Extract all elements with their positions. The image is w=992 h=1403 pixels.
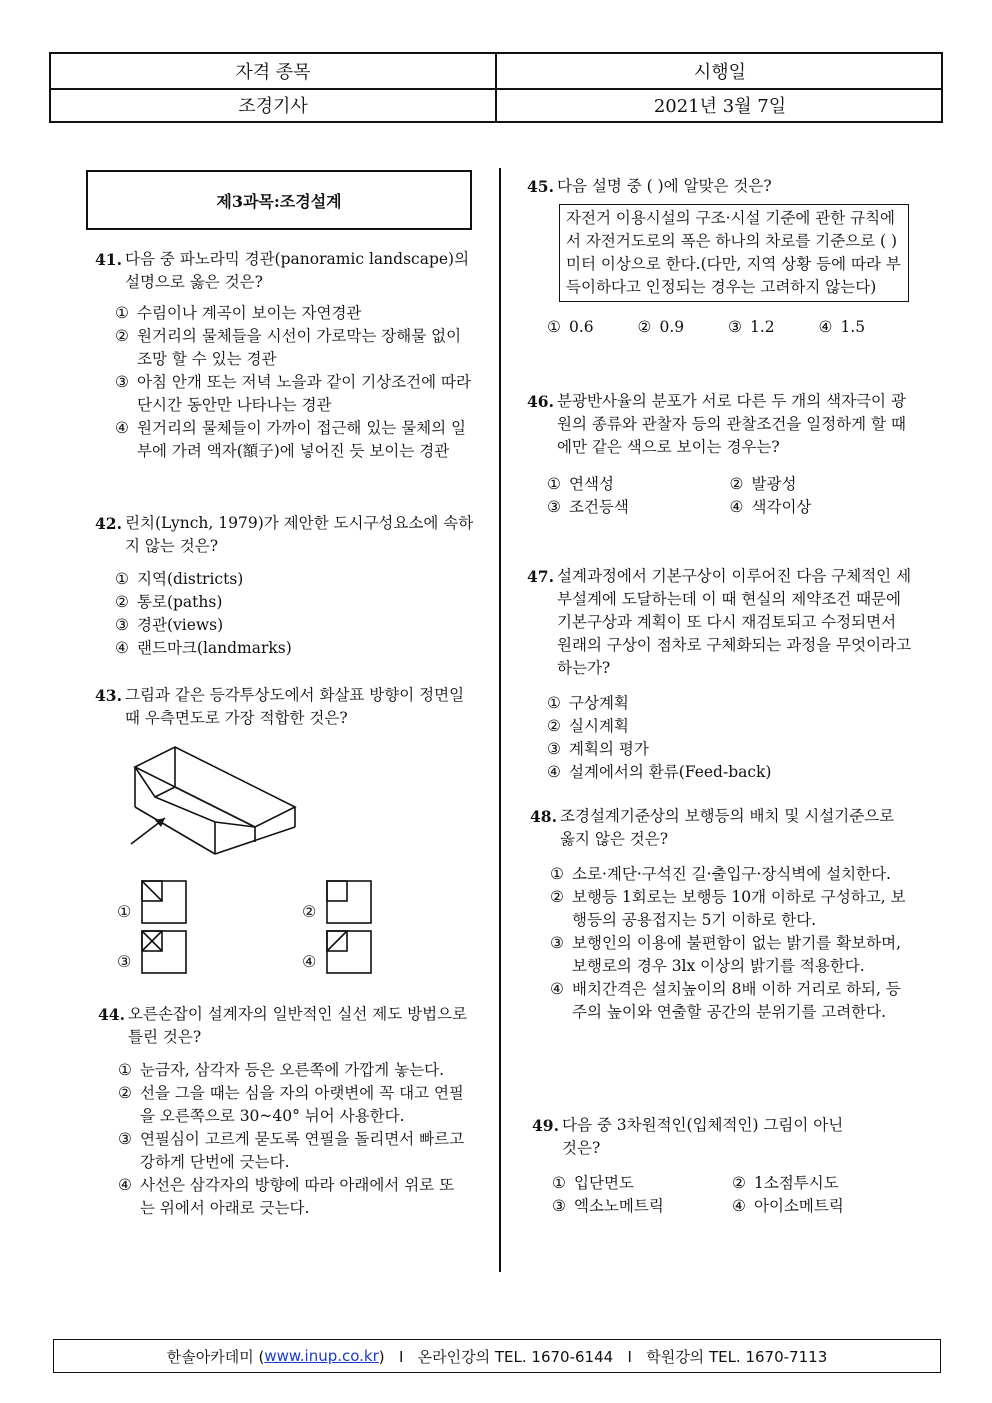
question-stem: 다음 설명 중 ( )에 알맞은 것은? [557,177,772,195]
option-1: ① 입단면도 [552,1174,634,1192]
question-stem: 다음 중 파노라믹 경관(panoramic landscape)의 설명으로 옳은 것은? [125,250,470,291]
option-3: ③ 아침 안개 또는 저녁 노을과 같이 기상조건에 따라 단시간 동안만 나타나는 경관 [115,373,471,414]
question-number: 47. [527,567,554,586]
option-4: ④ 아이소메트릭 [732,1197,844,1215]
question-stem: 오른손잡이 설계자의 일반적인 실선 제도 방법으로 틀린 것은? [128,1005,468,1046]
column-divider [499,168,501,1272]
option-1: ① 구상계획 [547,694,629,712]
option-4: ④ 설계에서의 환류(Feed-back) [547,763,772,781]
option-2: ② 실시계획 [547,717,629,735]
exam-date-label: 시행일 [693,62,747,83]
option-3: ③ 계획의 평가 [547,740,649,758]
header-row [51,54,941,90]
option-1: ① 눈금자, 삼각자 등은 오른쪽에 가깝게 놓는다. [118,1061,445,1079]
footer-academy: 한솔아카데미 ( [166,1347,265,1366]
value-row [51,88,941,122]
option-4: ④ 원거리의 물체들이 가까이 접근해 있는 물체의 일부에 가려 액자(額子)에 넣어진 듯 보이는 경관 [115,419,467,460]
question-note-box: 자전거 이용시설의 구조·시설 기준에 관한 규칙에서 자전거도로의 폭은 하나의 차로를 기준으로 ( )미터 이상으로 한다.(다만, 지역 상황 등에 따라 부득이하다고 인정되는 경우는 고려하지 않는다) [559,204,909,302]
option-1: ① 0.6 [547,318,594,336]
question-number: 42. [95,514,122,533]
question-43 [95,684,480,730]
option-4: ④ 사선은 삼각자의 방향에 따라 아래에서 위로 또는 위에서 아래로 긋는다. [118,1176,455,1217]
option-4: ④ 색각이상 [729,498,812,516]
footer-contact: ) I 온라인강의 TEL. 1670-6144 I 학원강의 TEL. 1670-7113 [378,1347,828,1366]
footer-bar [53,1339,941,1373]
option-2: ② 0.9 [637,318,685,336]
question-49 [532,1114,912,1218]
option-3: ③ 엑소노메트릭 [552,1197,664,1215]
figure-label-2: ② [302,902,317,921]
question-42 [95,512,480,660]
option-2: ② 통로(paths) [115,593,223,611]
option-1: ① 연색성 [547,475,614,493]
answer-figure-2 [326,880,372,924]
option-2: ② 원거리의 물체들을 시선이 가로막는 장해물 없이 조망 할 수 있는 경관 [115,327,462,368]
question-number: 48. [530,807,557,826]
question-stem: 그림과 같은 등각투상도에서 화살표 방향이 정면일 때 우측면도로 가장 적합한 것은? [125,686,465,727]
option-1: ① 수림이나 계곡이 보이는 자연경관 [115,304,362,322]
option-4: ④ 랜드마크(landmarks) [115,639,292,657]
option-4: ④ 배치간격은 설치높이의 8배 이하 거리로 하되, 등주의 높이와 연출할 공간의 분위기를 고려한다. [550,980,901,1021]
option-3: ③ 연필심이 고르게 묻도록 연필을 돌리면서 빠르고 강하게 단번에 긋는다. [118,1130,465,1171]
option-4: ④ 1.5 [818,318,866,336]
option-1: ① 지역(districts) [115,570,244,588]
figure-label-1: ① [117,902,132,921]
answer-figure-4 [326,930,372,974]
subject-title: 제3과목:조경설계 [86,170,472,230]
question-number: 41. [95,250,122,269]
question-stem: 분광반사율의 분포가 서로 다른 두 개의 색자극이 광원의 종류와 관찰자 등의 관찰조건을 일정하게 할 때에만 같은 색으로 보이는 경우는? [557,392,906,456]
answer-figure-1 [141,880,187,924]
qualification-label: 자격 종목 [51,54,497,88]
exam-date-value: 2021년 3월 7일 [653,96,787,117]
question-48 [530,805,912,1024]
website-link[interactable]: www.inup.co.kr [264,1347,379,1365]
question-stem: 린치(Lynch, 1979)가 제안한 도시구성요소에 속하지 않는 것은? [125,514,474,555]
exam-info-table [49,52,943,123]
option-3: ③ 1.2 [728,318,775,336]
question-stem: 다음 중 3차원적인(입체적인) 그림이 아닌 것은? [562,1116,844,1157]
option-2: ② 선을 그을 때는 심을 자의 아랫변에 꼭 대고 연필을 오른쪽으로 30~40° 뉘어 사용한다. [118,1084,464,1125]
option-3: ③ 보행인의 이용에 불편함이 없는 밝기를 확보하며, 보행로의 경우 3lx 이상의 밝기를 적용한다. [550,934,902,975]
option-2: ② 보행등 1회로는 보행등 10개 이하로 구성하고, 보행등의 공용접지는 5기 이하로 한다. [550,888,906,929]
figure-label-3: ③ [117,952,132,971]
figure-label-4: ④ [302,952,317,971]
question-44 [98,1003,468,1220]
answer-figure-3 [141,930,187,974]
question-number: 43. [95,686,122,705]
qualification-value: 조경기사 [51,88,497,122]
option-2: ② 1소점투시도 [732,1174,839,1192]
question-number: 44. [98,1005,125,1024]
question-47 [527,565,912,784]
question-stem: 설계과정에서 기본구상이 이루어진 다음 구체적인 세부설계에 도달하는데 이 때 현실의 제약조건 때문에 기본구상과 계획이 또 다시 재검토되고 수정되면서 원래의 구상이 점차로 구체화되는 과정을 무엇이라고 하는가? [557,567,912,677]
question-stem: 조경설계기준상의 보행등의 배치 및 시설기준으로 옳지 않은 것은? [560,807,895,848]
question-41 [95,248,480,463]
option-3: ③ 경관(views) [115,616,224,634]
option-2: ② 발광성 [729,475,797,493]
question-46 [527,390,912,519]
option-3: ③ 조건등색 [547,498,629,516]
isometric-drawing [125,742,305,864]
arrow-icon [131,818,165,844]
question-number: 49. [532,1116,559,1135]
question-45 [527,175,909,339]
option-1: ① 소로·계단·구석진 길·출입구·장식벽에 설치한다. [550,865,891,883]
question-number: 46. [527,392,554,411]
question-number: 45. [527,177,554,196]
